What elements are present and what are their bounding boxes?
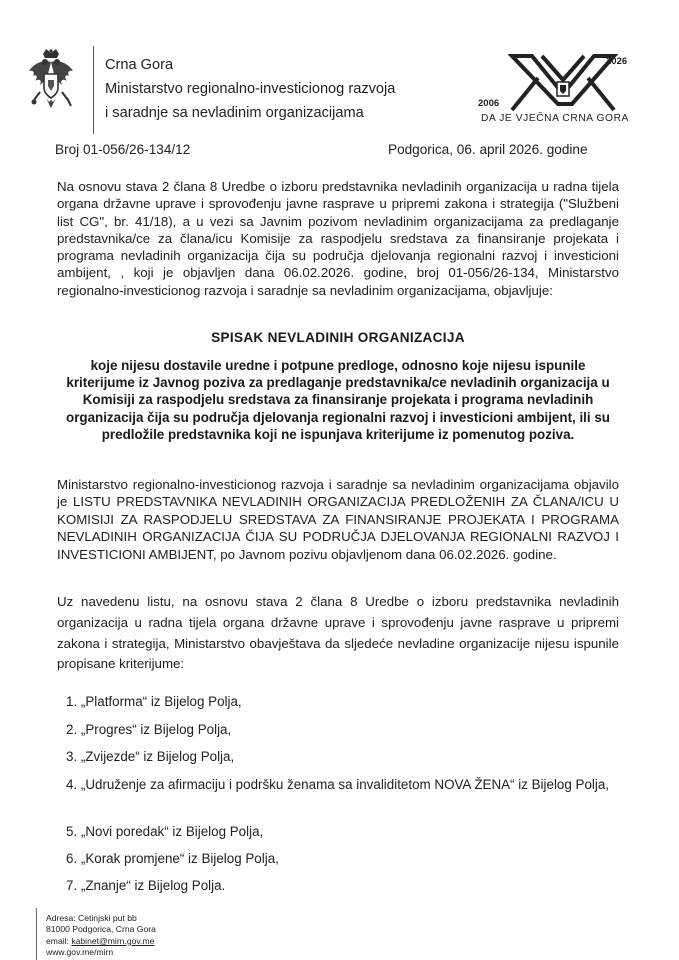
anniversary-year-end: 2026 [606,56,628,67]
footer-city: 81000 Podgorica, Crna Gora [46,924,156,935]
ministry-name-line2: i saradnje sa nevladinim organizacijama [105,105,364,121]
footer-divider [36,908,37,960]
footer-email-link[interactable]: kabinet@mirn.gov.me [71,935,155,946]
anniversary-year-start: 2006 [478,98,500,109]
list-item: 4. „Udruženje za afirmaciju i podršku ženama sa invaliditetom NOVA ŽENA“ iz Bijelog Polja, [66,777,610,792]
footer-email-line [46,936,156,947]
document-number: Broj 01-056/26-134/12 [55,142,191,157]
footer-website[interactable]: www.gov.me/mirn [46,947,114,958]
footer-email-label: email: [46,935,72,946]
intro-paragraph: Na osnovu stava 2 člana 8 Uredbe o izboru predstavnika nevladinih organizacija u radna tijela organa državne uprave i sprovođenju javne rasprave u pripremi zakona i strategija ("Službeni list CG", br. 41/18), a u vezi sa Javnim pozivom nevladinim organizacijama za predlaganje predstavnika/ce za člana/icu Komisije za raspodjelu sredstava za finansiranje projekata i programa nevladinih organizacija čija su područja djelovanja regionalni razvoj i investicioni ambijent, , koji je objavljen dana 06.02.2026. godine, broj 01-056/26-134, Ministarstvo regionalno-investicionog razvoja i saradnje sa nevladinim organizacijama, objavljuje: [57,179,619,298]
country-name: Crna Gora [105,57,174,73]
list-item: 7. „Znanje“ iz Bijelog Polja. [66,878,226,893]
list-item: 2. „Progres“ iz Bijelog Polja, [66,722,232,737]
publication-paragraph: Ministarstvo regionalno-investicionog razvoja i saradnje sa nevladinim organizacijama objavilo je LISTU PREDSTAVNIKA NEVLADINIH ORGANIZACIJA PREDLOŽENIH ZA ČLANA/ICU U KOMISIJI ZA RASPODJELU SREDSTAVA ZA FINANSIRANJE PROJEKATA I PROGRAMA NEVLADINIH ORGANIZACIJA ČIJA SU PODRUČJA DJELOVANJA REGIONALNI RAZVOJ I INVESTICIONI AMBIJENT, po Javnom pozivu objavljenom dana 06.02.2026. godine. [57,477,619,562]
footer-address: Adresa: Cetinjski put bb [46,913,137,923]
ministry-header [105,53,395,125]
list-item: 6. „Korak promjene“ iz Bijelog Polja, [66,851,279,866]
list-item: 1. „Platforma“ iz Bijelog Polja, [66,694,242,709]
list-subtitle: koje nijesu dostavile uredne i potpune predloge, odnosno koje nijesu ispunile kriterijume iz Javnog poziva za predlaganje predstavnika/ce nevladinih organizacija u Komisiji za raspodjelu sredstava za finansiranje projekata i programa nevladinih organizacija čija su područja djelovanja regionalni razvoj i investicioni ambijent, ili su predložile predstavnika koji ne ispunjava kriterijume iz pomenutog poziva. [66,358,610,442]
list-item: 3. „Zvijezde“ iz Bijelog Polja, [66,749,235,764]
anniversary-logo [478,50,658,130]
ministry-name-line1: Ministarstvo regionalno-investicionog razvoja [105,81,396,97]
notice-paragraph: Uz navedenu listu, na osnovu stava 2 člana 8 Uredbe o izboru predstavnika nevladinih organizacija u radna tijela organa državne uprave i sprovođenju javne rasprave u pripremi zakona i strategija, Ministarstvo obavještava da sljedeće nevladine organizacije nijesu ispunile propisane kriterijume: [57,594,619,672]
coat-of-arms-emblem [26,48,76,120]
anniversary-motto: DA JE VJEČNA CRNA GORA [481,113,629,124]
document-date: Podgorica, 06. april 2026. godine [388,142,588,157]
header-divider [93,46,94,134]
footer-contact [46,913,156,959]
list-item: 5. „Novi poredak“ iz Bijelog Polja, [66,824,264,839]
xx-emblem-icon [508,54,618,112]
list-title: SPISAK NEVLADINIH ORGANIZACIJA [211,330,465,345]
